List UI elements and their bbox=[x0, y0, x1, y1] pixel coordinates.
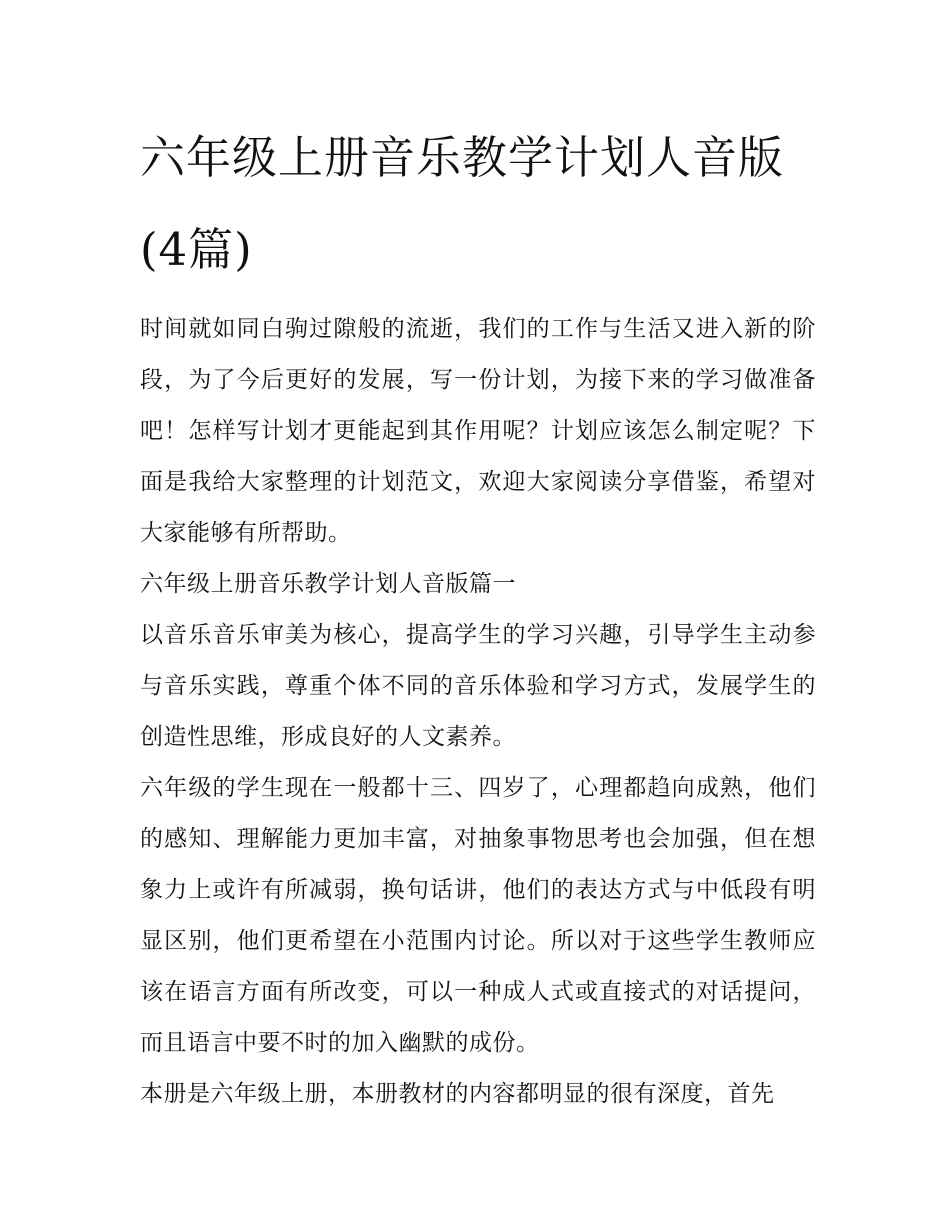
document-title: 六年级上册音乐教学计划人音版(4篇) bbox=[140, 131, 785, 276]
document-page bbox=[140, 112, 816, 1120]
body-paragraph: 本册是六年级上册，本册教材的内容都明显的很有深度，首先 bbox=[140, 1081, 775, 1107]
body-paragraph: 六年级的学生现在一般都十三、四岁了，心理都趋向成熟，他们的感知、理解能力更加丰富，对抽象事物思考也会加强，但在想象力上或许有所减弱，换句话讲，他们的表达方式与中低段有明显区别，他们更希望在小范围内讨论。所以对于这些学生教师应该在语言方面有所改变，可以一种成人式或直接式的对话提问，而且语言中要不时的加入幽默的成份。 bbox=[140, 775, 816, 1056]
body-paragraph: 以音乐音乐审美为核心，提高学生的学习兴趣，引导学生主动参与音乐实践，尊重个体不同的音乐体验和学习方式，发展学生的创造性思维，形成良好的人文素养。 bbox=[140, 622, 816, 750]
section-heading: 六年级上册音乐教学计划人音版篇一 bbox=[140, 571, 516, 597]
intro-paragraph: 时间就如同白驹过隙般的流逝，我们的工作与生活又进入新的阶段，为了今后更好的发展，写一份计划，为接下来的学习做准备吧！怎样写计划才更能起到其作用呢？计划应该怎么制定呢？下面是我给大家整理的计划范文，欢迎大家阅读分享借鉴，希望对大家能够有所帮助。 bbox=[140, 316, 816, 546]
